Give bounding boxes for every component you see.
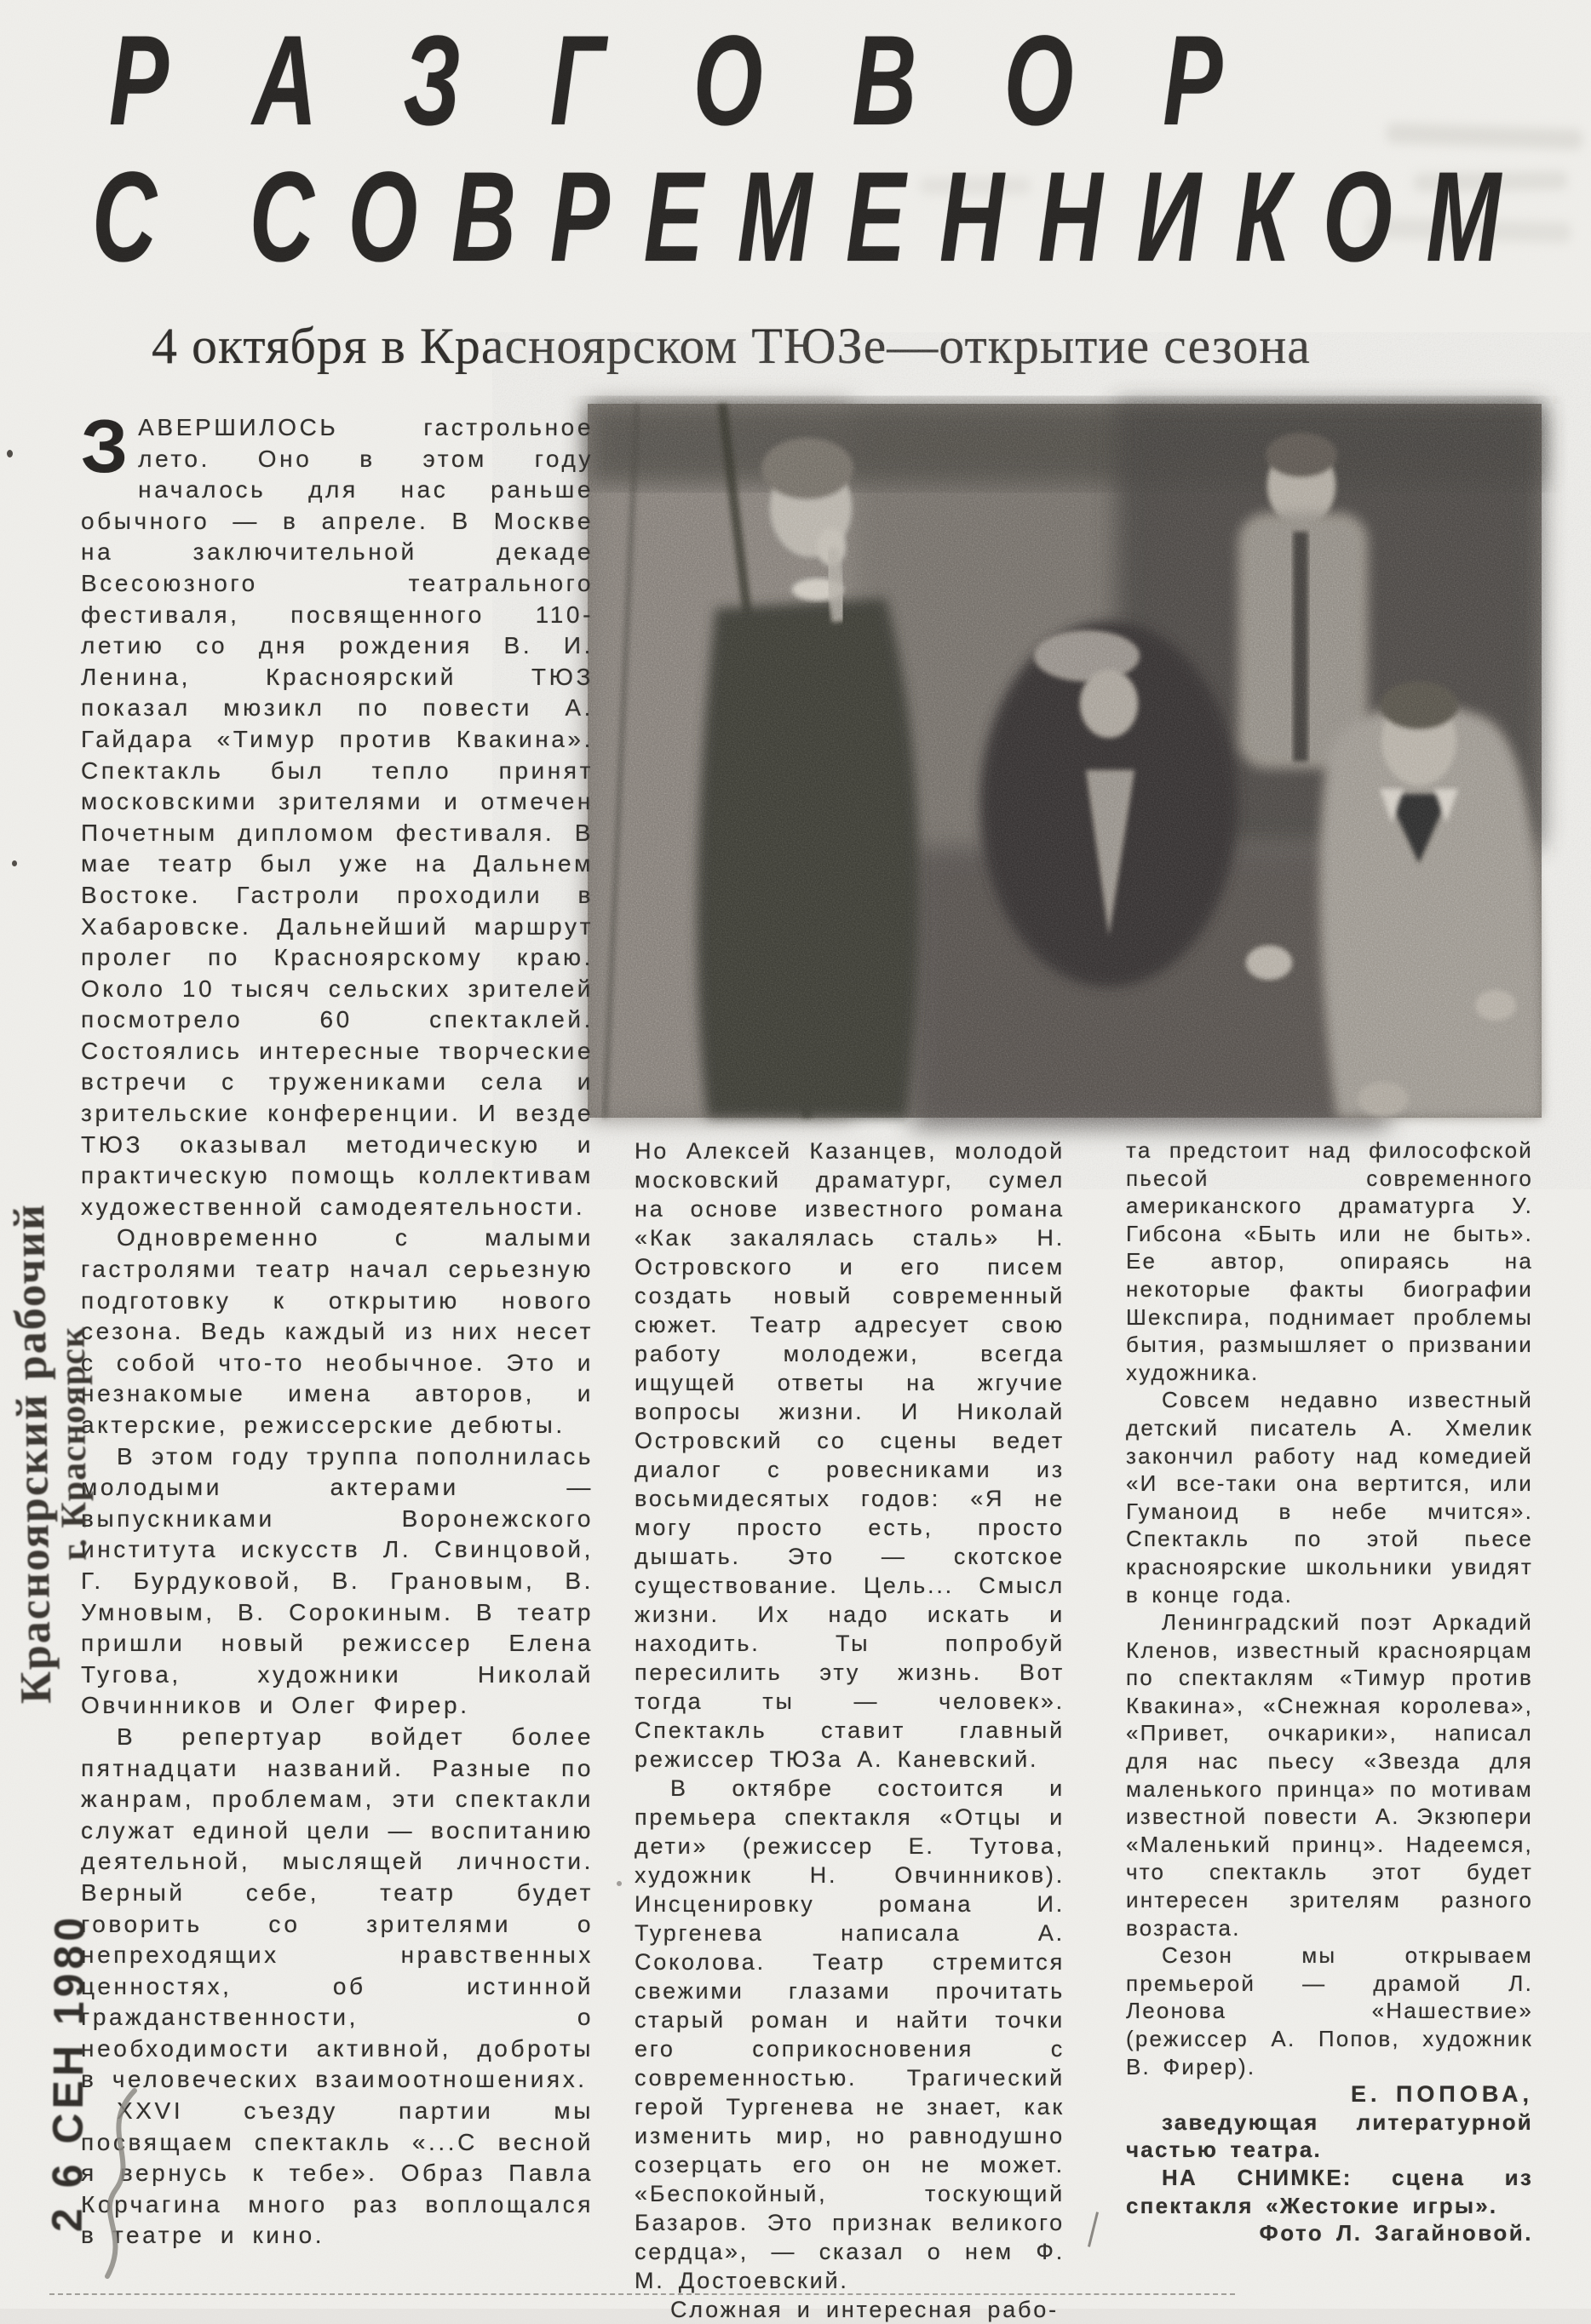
paragraph: та предстоит над философской пьесой современного американского драматурга У. Гибсона «Быть или не быть». Ее автор, опираясь на некоторые факты биографии Шекспира, поднимает проблемы бытия, размышляет о призвании художника.	[1126, 1137, 1533, 1385]
drop-cap: З	[81, 404, 129, 488]
pen-slash-mark	[1088, 2212, 1099, 2246]
fold-line	[49, 2293, 1235, 2295]
paragraph: В октябре состоится и премьера спектакля «Отцы и дети» (режиссер Е. Тутова, художник Н. Овчинников). Инсценировку романа И. Тургенева написала А. Соколова. Театр стремится свежими глазами прочитать старый роман и найти точки его соприкосновения с современностью. Трагический герой Тургенева не знает, как изменить мир, но равнодушно созерцать его он не может. «Беспокойный, тоскующий Базаров. Это признак великого сердца», — сказал о нем Ф. М. Достоевский.	[635, 1775, 1065, 2293]
paragraph: Сложная и интересная рабо-	[670, 2297, 1059, 2322]
handwritten-squiggle	[82, 2085, 158, 2281]
photo-caption-note: НА СНИМКЕ: сцена из спектакля «Жестокие игры».	[1126, 2164, 1533, 2218]
ink-speck	[7, 450, 13, 457]
paragraph: Совсем недавно известный детский писатель А. Хмелик закончил работу над комедией «И все-таки она вертится, или Гуманоид в небе мчится». Спектакль по этой пьесе красноярские школьники увидят в конце года.	[1126, 1387, 1533, 1608]
paragraph: В этом году труппа пополнилась молодыми актерами — выпускниками Воронежского института искусств Л. Свинцовой, Г. Бурдуковой, В. Грановым, В. Умновым, В. Сорокиным. В театр пришли новый режиссер Елена Тугова, художники Николай Овчинников и Олег Фирер.	[81, 1442, 594, 1719]
stage-photo	[588, 404, 1542, 1118]
publication-stamp-title: Красноярский рабочий	[5, 1202, 61, 1705]
paragraph: В репертуар войдет более пятнадцати названий. Разные по жанрам, проблемам, эти спектакли служат единой цели — воспитанию деятельной, мыслящей личности. Верный себе, театр будет говорить со зрителями о непреходящих нравственных ценностях, об истинной гражданственности, о необходимости активной, доброты в человеческих взаимоотношениях.	[81, 1723, 594, 2093]
author-signature: Е. ПОПОВА,	[1351, 2081, 1533, 2108]
author-role: заведующая литературной частью театра.	[1126, 2108, 1533, 2163]
paragraph-text: АВЕРШИЛОСЬ гастрольное лето. Оно в этом году началось для нас раньше обычного — в апреле. В Москве на заключительной декаде Всесоюзного театрального фестиваля, посвященного 110-летию со дня рождения В. И. Ленина, Красноярский ТЮЗ показал мюзикл по повести А. Гайдара «Тимур против Квакина». Спектакль был тепло принят московскими зрителями и отмечен Почетным дипломом фестиваля. В мае театр был уже на Дальнем Востоке. Гастроли проходили в Хабаровске. Дальнейший маршрут пролег по Красноярскому краю. Около 10 тысяч сельских зрителей посмотрело 60 спектаклей. Состоялись интересные творческие встречи с тружениками села и зрительские конференции. И везде ТЮЗ оказывал методическую и практическую помощь коллективам художественной самодеятельности.	[81, 414, 594, 1220]
article-column-3	[1126, 1136, 1533, 2247]
paragraph: Но Алексей Казанцев, молодой московский драматург, сумел на основе известного романа «Как закалялась сталь» Н. Островского и его писем создать новый современный сюжет. Театр адресует свою работу молодежи, всегда ищущей ответы на жгучие вопросы жизни. И Николай Островский со сцены ведет диалог с ровесниками из восьмидесятых годов: «Я не могу просто есть, просто дышать. Это — скотское существование. Цель... Смысл жизни. Их надо искать и находить. Ты попробуй пересилить эту жизнь. Вот тогда ты — человек». Спектакль ставит главный режиссер ТЮЗа А. Каневский.	[635, 1138, 1065, 1772]
photo-credit: Фото Л. Загайновой.	[1259, 2220, 1533, 2246]
article-column-2	[635, 1136, 1065, 2324]
ink-speck	[12, 860, 17, 866]
ink-speck	[617, 1881, 622, 1886]
paragraph: XXVI съезду партии мы посвящаем спектакль «...С весной я вернусь к тебе». Образ Павла Корчагина много раз воплощался в театре и кино.	[81, 2097, 594, 2249]
paragraph: Одновременно с малыми гастролями театр начал серьезную подготовку к открытию нового сезона. Ведь каждый из них несет с собой что-то необычное. Это и незнакомые имена авторов, и актерские, режиссерские дебюты.	[81, 1224, 594, 1438]
headline-line-2: С СОВРЕМЕННИКОМ	[92, 145, 1535, 288]
subheadline: 4 октября в Красноярском ТЮЗе—открытие сезона	[152, 318, 1311, 374]
article-column-1	[81, 404, 594, 2252]
paragraph: Ленинградский поэт Аркадий Кленов, известный красноярцам по спектаклям «Тимур против Квакина», «Снежная королева», «Привет, очкарики», написал для нас пьесу «Звезда для маленького принца» по мотивам известной повести А. Экзюпери «Маленький принц». Надеемся, что спектакль этот будет интересен зрителям разного возраста.	[1126, 1609, 1533, 1941]
paragraph	[81, 404, 594, 1222]
headline-line-1: РАЗГОВОР	[109, 9, 1312, 152]
paragraph: Сезон мы открываем премьерой — драмой Л. Леонова «Нашествие» (режиссер А. Попов, художник В. Фирер).	[1126, 1942, 1533, 2080]
publication-stamp-city: г. Красноярск	[53, 1326, 95, 1562]
date-stamp: 2 6 СЕН 1980	[43, 1913, 94, 2233]
